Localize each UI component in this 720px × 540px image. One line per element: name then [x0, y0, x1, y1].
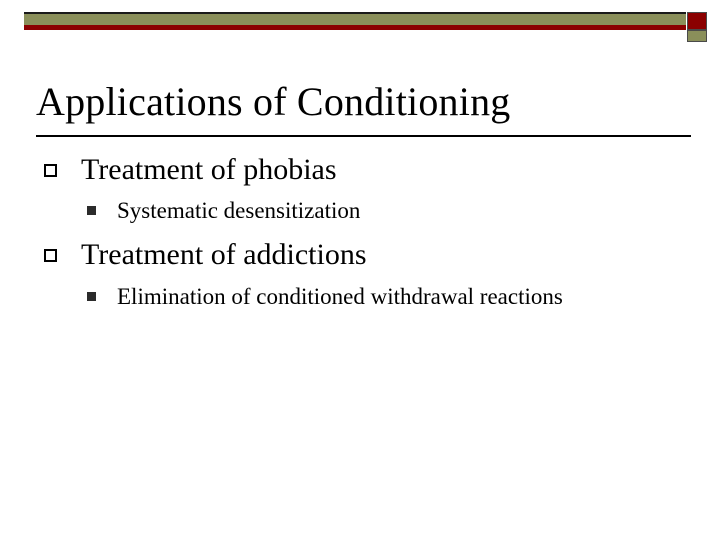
top-band-accent	[24, 25, 686, 30]
top-band	[24, 12, 686, 30]
corner-olive-box	[687, 30, 707, 42]
corner-accent-box	[687, 12, 707, 30]
hollow-square-icon	[44, 249, 57, 262]
hollow-square-icon	[44, 164, 57, 177]
filled-square-icon	[87, 206, 96, 215]
subbullet-item: Systematic desensitization	[117, 198, 361, 223]
filled-square-icon	[87, 292, 96, 301]
title-underline	[36, 135, 691, 137]
bullet-item: Treatment of phobias	[81, 153, 337, 186]
slide-title: Applications of Conditioning	[36, 79, 511, 124]
bullet-item: Treatment of addictions	[81, 238, 367, 271]
subbullet-item: Elimination of conditioned withdrawal reactions	[117, 284, 563, 309]
